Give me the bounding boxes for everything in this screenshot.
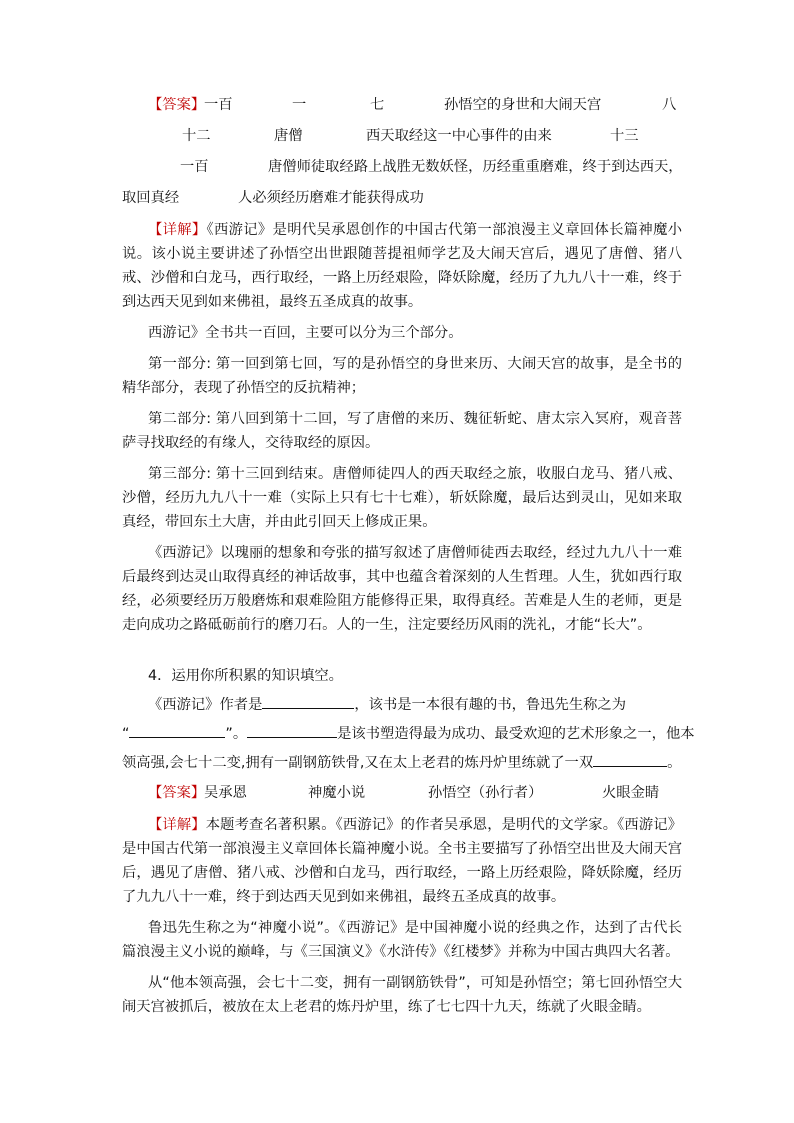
answer-item: 火眼金睛 xyxy=(602,785,660,801)
detail-paragraph: 《西游记》以瑰丽的想象和夸张的描写叙述了唐僧师徒西去取经，经过九九八十一难后最终到达灵山取得真经的神话故事，其中也蕴含着深刻的人生哲理。人生，犹如西行取经，必须要经历万般磨炼和艰难险阻方能修得正果，取得真经。苦难是人生的老师，更是走向成功之路砥砺前行的磨刀石。人的一生，注定要经历风雨的洗礼，才能“长大”。 xyxy=(122,545,682,633)
answer-item: 吴承恩 xyxy=(204,785,247,801)
answer-label: 【答案】 xyxy=(148,97,206,113)
detail-paragraph: 鲁迅先生称之为“神魔小说”。《西游记》是中国神魔小说的经典之作，达到了古代长篇浪漫主义小说的巅峰，与《三国演义》《水浒传》《红楼梦》并称为中国古典四大名著。 xyxy=(122,920,682,960)
answer-item: 孙悟空（孙行者） xyxy=(428,785,543,801)
document-body xyxy=(122,94,695,1026)
detail-paragraph: 从“他本领高强，会七十二变，拥有一副钢筋铁骨”，可知是孙悟空；第七回孙悟空大闹天宫被抓后，被放在太上老君的炼丹炉里，练了七七四十九天，练就了火眼金睛。 xyxy=(122,975,682,1015)
fill-blank xyxy=(129,723,225,738)
answer-item: 十二 xyxy=(182,128,211,144)
question-text: 《西游记》作者是 ，该书是一本很有趣的书，鲁迅先生称之为 xyxy=(122,693,682,717)
detail-paragraph: 【详解】本题考查名著积累。《西游记》的作者吴承恩，是明代的文学家。《西游记》是中国古代第一部浪漫主义章回体长篇神魔小说。全书主要描写了孙悟空出世及大闹天宫后，遇见了唐僧、猪八戒、沙僧和白龙马，西行取经，一路上历经艰险，降妖除魔，经历了九九八十一难，终于到达西天见到如来佛祖，最终五圣成真的故事。 xyxy=(122,817,682,905)
answer-item: 一百 xyxy=(204,97,233,113)
answer-item: 八 xyxy=(662,97,677,113)
fill-blank xyxy=(593,752,667,767)
answer-item: 西天取经这一中心事件的由来 xyxy=(366,128,552,144)
answer-item: 唐僧 xyxy=(274,128,303,144)
answer-item: 七 xyxy=(370,97,385,113)
detail-paragraph: 第二部分: 第八回到第十二回，写了唐僧的来历、魏征斩蛇、唐太宗入冥府，观音菩萨寻找取经的有缘人，交待取经的原因。 xyxy=(122,411,682,451)
detail-label: 【详解】 xyxy=(148,817,206,833)
answer-item: 人必须经历磨难才能获得成功 xyxy=(238,190,424,206)
answer-item: 一百 xyxy=(180,159,209,175)
question-text: 领高强,会七十二变,拥有一副钢筋铁骨,又在太上老君的炼丹炉里练就了一双 。 xyxy=(122,751,682,775)
fill-blank xyxy=(262,694,354,709)
question-title: 4．运用你所积累的知识填空。 xyxy=(148,668,343,684)
detail-paragraph: 【详解】《西游记》是明代吴承恩创作的中国古代第一部浪漫主义章回体长篇神魔小说。该小说主要讲述了孙悟空出世跟随菩提祖师学艺及大闹天宫后，遇见了唐僧、猪八戒、沙僧和白龙马，西行取经，一路上历经艰险，降妖除魔，经历了九九八十一难，终于到达西天见到如来佛祖，最终五圣成真的故事。 xyxy=(122,222,682,310)
answer-item: 唐僧师徒取经路上战胜无数妖怪，历经重重磨难，终于到达西天， xyxy=(268,159,683,175)
detail-paragraph: 第三部分: 第十三回到结束。唐僧师徒四人的西天取经之旅，收服白龙马、猪八戒、沙僧，经历九九八十一难（实际上只有七十七难），斩妖除魔，最后达到灵山，见如来取真经，带回东土大唐，并由此引回天上修成正果。 xyxy=(122,466,682,530)
answer-row-3 xyxy=(122,156,682,180)
fill-blank xyxy=(247,723,337,738)
answer-label: 【答案】 xyxy=(148,785,206,801)
answer-row-1 xyxy=(122,94,682,118)
answer-item: 孙悟空的身世和大闹天宫 xyxy=(444,97,602,113)
question-text: “ ”。 是该书塑造得最为成功、最受欢迎的艺术形象之一，他本 xyxy=(122,722,682,746)
detail-paragraph: 第一部分: 第一回到第七回，写的是孙悟空的身世来历、大闹天宫的故事，是全书的精华部分，表现了孙悟空的反抗精神； xyxy=(122,356,682,396)
detail-paragraph: 西游记》全书共一百回，主要可以分为三个部分。 xyxy=(148,325,463,341)
answer-item: 十三 xyxy=(610,128,639,144)
answer-row-2 xyxy=(122,125,682,149)
answer-row-q4 xyxy=(122,782,682,806)
answer-item: 取回真经 xyxy=(122,190,180,206)
answer-item: 神魔小说 xyxy=(308,785,366,801)
answer-row-4 xyxy=(122,187,682,211)
detail-label: 【详解】 xyxy=(148,222,207,238)
answer-item: 一 xyxy=(292,97,307,113)
